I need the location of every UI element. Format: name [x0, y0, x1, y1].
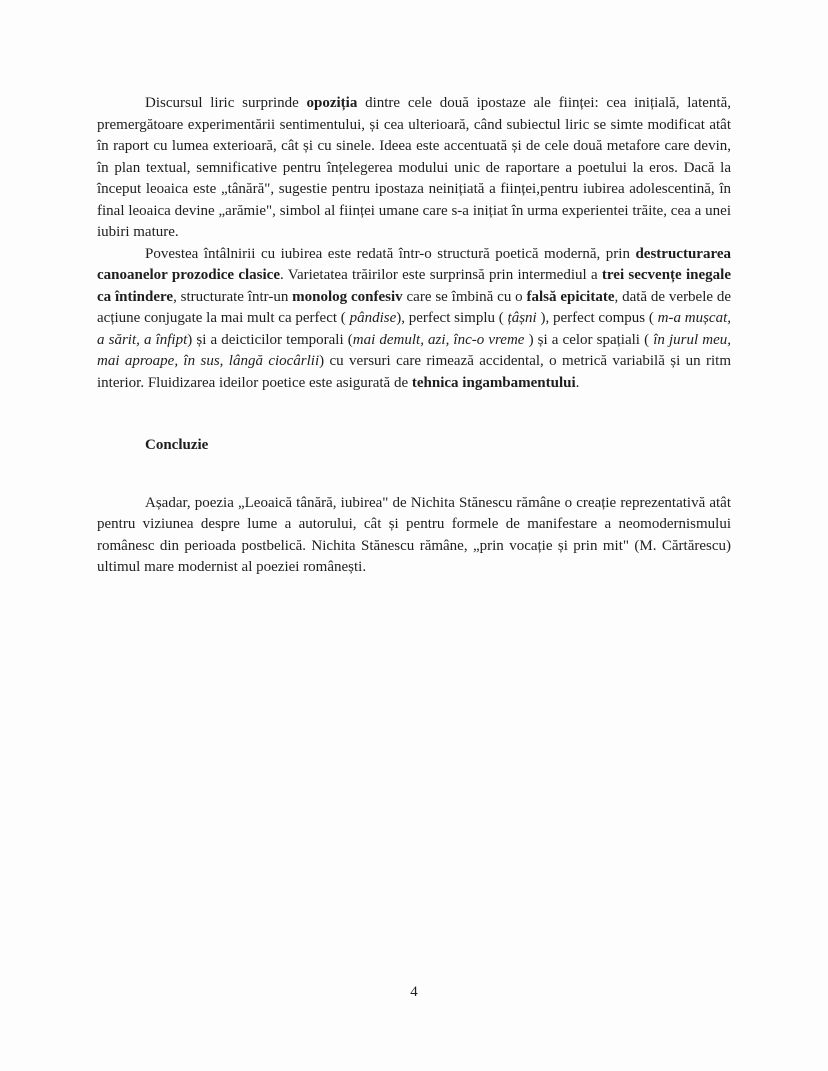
- italic-text-run: țâșni: [507, 310, 537, 326]
- text-run: ) și a celor spațiali (: [524, 331, 654, 348]
- text-run: Discursul liric surprinde: [145, 95, 307, 111]
- italic-text-run: mai demult, azi, înc-o vreme: [352, 331, 525, 348]
- text-run: .: [575, 374, 580, 391]
- section-heading-concluzie: [97, 435, 731, 457]
- italic-text-run: în jurul meu, mai aproape, în sus, lângă ciocârlii: [97, 331, 731, 369]
- text-run: ) și a deicticilor temporali (: [187, 331, 353, 348]
- paragraph-concluzie: [97, 493, 731, 579]
- bold-text-run: destructurarea canoanelor prozodice clasice: [97, 245, 731, 283]
- text-run: ), perfect simplu (: [396, 310, 508, 326]
- text-run: Povestea întâlnirii cu iubirea este redată într-o structură poetică modernă, prin: [145, 245, 636, 262]
- bold-text-run: Concluzie: [145, 437, 209, 453]
- text-run: care se îmbină cu o: [402, 288, 527, 305]
- text-run: dintre cele două ipostaze ale ființei: cea inițială, latentă, premergătoare experimentării sentimentului, și cea ulterioară, când subiectul liric se simte modificat atât în raport cu lumea exterioară, cât și cu sinele. Ideea este accentuată și de cele două metafore care devin, în plan textual, semnificative pentru înțelegerea modului unic de raportare a poetului la eros. Dacă la început leoaica este „tânără", sugestie pentru ipostaza neinițiată a ființei,pentru iubirea adolescentină, în final leoaica devine „arămie", simbol al ființei umane care s-a inițiat în urma experientei trăite, cea a unei iubiri mature.: [97, 95, 731, 240]
- text-run: ) cu versuri care rimează accidental, o metrică variabilă și un ritm interior. Fluidizarea ideilor poetice este asigurată de: [97, 353, 731, 391]
- page-number: 4: [410, 984, 418, 1000]
- paragraph-structura-poetica: [97, 244, 731, 395]
- text-run: . Varietatea trăirilor este surprinsă prin intermediul a: [280, 267, 602, 283]
- text-run: ), perfect compus (: [536, 310, 658, 326]
- bold-text-run: monolog confesiv: [292, 288, 403, 305]
- italic-text-run: m-a mușcat, a sărit, a înfipt: [97, 310, 731, 348]
- paragraph-discurs-liric: [97, 93, 731, 244]
- bold-text-run: opoziția: [306, 95, 358, 111]
- bold-text-run: falsă epicitate: [526, 288, 615, 305]
- bold-text-run: tehnica ingambamentului: [411, 374, 576, 391]
- document-body: [97, 93, 731, 579]
- text-run: , structurate într-un: [173, 288, 293, 305]
- text-run: Așadar, poezia „Leoaică tânără, iubirea" de Nichita Stănescu rămâne o creație reprezentativă atât pentru viziunea despre lume a autorului, cât și pentru formele de manifestare a neomodernismului românesc din perioada postbelică. Nichita Stănescu rămâne, „prin vocație și prin mit" (M. Cărtărescu) ultimul mare modernist al poeziei românești.: [97, 494, 731, 575]
- text-run: , dată de verbele de acțiune conjugate la mai mult ca perfect (: [97, 288, 732, 326]
- italic-text-run: pândise: [349, 310, 397, 326]
- bold-text-run: trei secvențe inegale ca întindere: [97, 267, 732, 305]
